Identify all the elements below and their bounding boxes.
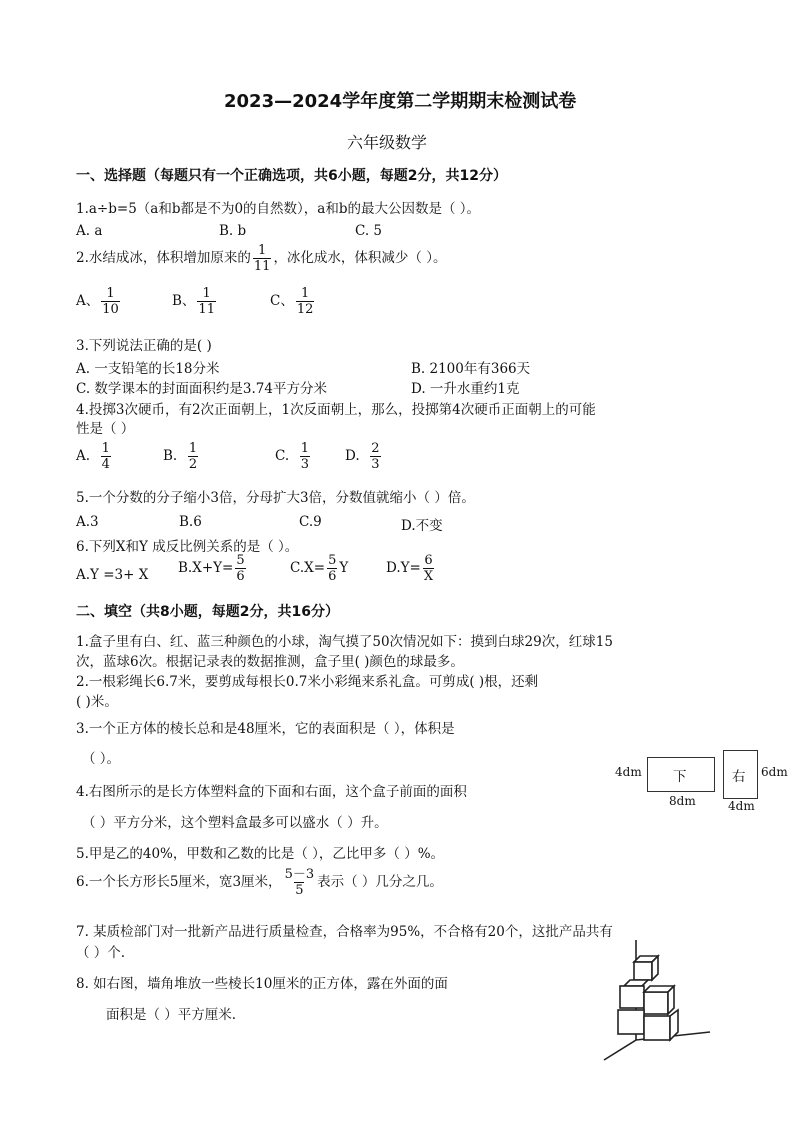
section2-heading: 二、填空（共8小题，每题2分，共16分） bbox=[76, 604, 339, 620]
q3-option-a: A. 一支铅笔的长18分米 bbox=[76, 361, 220, 377]
option-label: A、 bbox=[76, 293, 100, 309]
q2-stem bbox=[76, 243, 446, 274]
s2-q6-post: 表示（ ）几分之几。 bbox=[317, 874, 443, 890]
stacked-cubes-figure bbox=[600, 940, 720, 1062]
s2-q1-line2: 次，蓝球6次。根据记录表的数据推测，盒子里( )颜色的球最多。 bbox=[76, 654, 464, 670]
dim-right-bottom-label: 4dm bbox=[728, 799, 755, 813]
option-label: B. bbox=[163, 448, 178, 464]
q5-stem: 5.一个分数的分子缩小3倍，分母扩大3倍，分数值就缩小（ ）倍。 bbox=[76, 490, 475, 506]
fraction-numerator: 1 bbox=[202, 286, 211, 301]
fraction-numerator: 1 bbox=[300, 286, 310, 301]
s2-q6 bbox=[76, 867, 443, 898]
fraction-denominator: 3 bbox=[300, 457, 310, 472]
option-fraction bbox=[423, 553, 434, 584]
q4-option-c bbox=[275, 441, 312, 472]
s2-q4-line2: （ ）平方分米，这个塑料盒最多可以盛水（ ）升。 bbox=[82, 815, 388, 831]
q2-stem-post: ，冰化成水，体积减少（ ）。 bbox=[273, 250, 447, 266]
q1-option-a: A. a bbox=[76, 223, 103, 239]
page-title: 2023—2024学年度第二学期期末检测试卷 bbox=[224, 91, 577, 112]
s2-q4-line1: 4.右图所示的是长方体塑料盒的下面和右面，这个盒子前面的面积 bbox=[76, 784, 467, 800]
option-label: C.X= bbox=[290, 560, 326, 576]
q3-option-b: B. 2100年有366天 bbox=[411, 361, 531, 377]
option-label: D. bbox=[345, 448, 360, 464]
right-face-label: 右 bbox=[732, 769, 746, 785]
q6-stem: 6.下列X和Y 成反比例关系的是（ ）。 bbox=[76, 539, 299, 555]
option-fraction bbox=[235, 553, 245, 584]
q1-stem: 1.a÷b=5（a和b都是不为0的自然数），a和b的最大公因数是（ ）。 bbox=[76, 201, 481, 217]
fraction-numerator: 1 bbox=[300, 441, 310, 456]
fraction-denominator: 11 bbox=[253, 259, 271, 274]
option-suffix: Y bbox=[339, 560, 349, 576]
page-subtitle: 六年级数学 bbox=[347, 133, 428, 152]
fraction-denominator: 6 bbox=[328, 569, 337, 584]
fraction-denominator: X bbox=[423, 569, 434, 584]
fraction-numerator: 6 bbox=[424, 553, 433, 568]
s2-q3-line1: 3.一个正方体的棱长总和是48厘米，它的表面积是（ ），体积是 bbox=[76, 721, 455, 737]
fraction-denominator: 12 bbox=[296, 302, 314, 317]
q2-option-c bbox=[270, 286, 316, 317]
option-fraction bbox=[188, 441, 198, 472]
q5-option-c: C.9 bbox=[299, 514, 322, 530]
option-fraction bbox=[197, 286, 216, 317]
q6-option-a: A.Y =3+ X bbox=[76, 567, 149, 583]
fraction-denominator: 11 bbox=[198, 302, 215, 317]
q4-option-a bbox=[76, 441, 113, 472]
s2-q6-fraction bbox=[284, 867, 316, 898]
s2-q8-line1: 8. 如右图，墙角堆放一些棱长10厘米的正方体，露在外面的面 bbox=[76, 976, 448, 992]
fraction-numerator: 5 bbox=[236, 553, 245, 568]
fraction-numerator: 5－3 bbox=[284, 867, 315, 882]
s2-q2-line1: 2.一根彩绳长6.7米，要剪成每根长0.7米小彩绳来系礼盒。可剪成( )根，还剩 bbox=[76, 674, 539, 690]
option-fraction bbox=[327, 553, 337, 584]
s2-q8-line2: 面积是（ ）平方厘米. bbox=[106, 1007, 237, 1023]
q3-option-c: C. 数学课本的封面面积约是3.74平方分米 bbox=[76, 381, 327, 397]
fraction-denominator: 10 bbox=[102, 302, 119, 317]
fraction-numerator: 2 bbox=[371, 441, 380, 456]
q4-stem-line1: 4.投掷3次硬币，有2次正面朝上，1次反面朝上，那么，投掷第4次硬币正面朝上的可能 bbox=[76, 402, 596, 418]
section1-heading: 一、选择题（每题只有一个正确选项，共6小题，每题2分，共12分） bbox=[76, 168, 507, 184]
q4-option-b bbox=[163, 441, 200, 472]
option-label: C. bbox=[275, 448, 290, 464]
dim-right-label: 6dm bbox=[761, 765, 788, 779]
s2-q6-pre: 6.一个长方形长5厘米，宽3厘米， bbox=[76, 874, 282, 890]
option-fraction bbox=[370, 441, 380, 472]
fraction-numerator: 1 bbox=[188, 441, 198, 456]
fraction-denominator: 6 bbox=[236, 569, 245, 584]
q5-option-d: D.不变 bbox=[401, 518, 443, 534]
q6-option-b bbox=[178, 553, 248, 584]
s2-q1-line1: 1.盒子里有白、红、蓝三种颜色的小球，淘气摸了50次情况如下：摸到白球29次，红球15 bbox=[76, 634, 613, 650]
q3-option-d: D. 一升水重约1克 bbox=[411, 381, 520, 397]
q3-stem: 3.下列说法正确的是( ) bbox=[76, 338, 212, 354]
option-label: B、 bbox=[172, 293, 196, 309]
dim-left-label: 4dm bbox=[615, 765, 642, 779]
q6-option-d bbox=[386, 553, 436, 584]
option-fraction bbox=[296, 286, 315, 317]
option-fraction bbox=[101, 286, 120, 317]
option-fraction bbox=[300, 441, 310, 472]
option-label: A. bbox=[76, 448, 91, 464]
fraction-denominator: 2 bbox=[188, 457, 198, 472]
q5-option-a: A.3 bbox=[76, 514, 99, 530]
fraction-denominator: 4 bbox=[101, 457, 110, 472]
option-fraction bbox=[101, 441, 111, 472]
bottom-face-label: 下 bbox=[673, 769, 687, 785]
q1-option-c: C. 5 bbox=[355, 223, 383, 239]
q2-stem-fraction bbox=[253, 243, 272, 274]
option-label: B.X+Y= bbox=[178, 560, 234, 576]
dim-bottom-label: 8dm bbox=[669, 794, 696, 808]
s2-q7-line2: （ ）个. bbox=[76, 945, 126, 961]
s2-q5: 5.甲是乙的40%，甲数和乙数的比是（ ），乙比甲多（ ）%。 bbox=[76, 846, 445, 862]
q5-option-b: B.6 bbox=[179, 514, 202, 530]
option-label: C、 bbox=[270, 293, 294, 309]
q1-option-b: B. b bbox=[219, 223, 247, 239]
fraction-denominator: 3 bbox=[371, 457, 380, 472]
fraction-numerator: 5 bbox=[328, 553, 337, 568]
s2-q2-line2: ( )米。 bbox=[76, 694, 118, 710]
s2-q3-line2: （ ）。 bbox=[82, 751, 121, 767]
option-label: D.Y= bbox=[386, 560, 421, 576]
q4-option-d bbox=[345, 441, 383, 472]
fraction-numerator: 1 bbox=[101, 441, 110, 456]
q2-option-b bbox=[172, 286, 218, 317]
fraction-denominator: 5 bbox=[295, 883, 304, 898]
fraction-numerator: 1 bbox=[106, 286, 115, 301]
q6-option-c bbox=[290, 553, 348, 584]
q2-stem-pre: 2.水结成冰，体积增加原来的 bbox=[76, 250, 251, 266]
fraction-numerator: 1 bbox=[258, 243, 267, 258]
s2-q7-line1: 7. 某质检部门对一批新产品进行质量检查，合格率为95%，不合格有20个，这批产品共有 bbox=[76, 924, 613, 940]
q4-stem-line2: 性是（ ） bbox=[76, 421, 135, 437]
q2-option-a bbox=[76, 286, 122, 317]
